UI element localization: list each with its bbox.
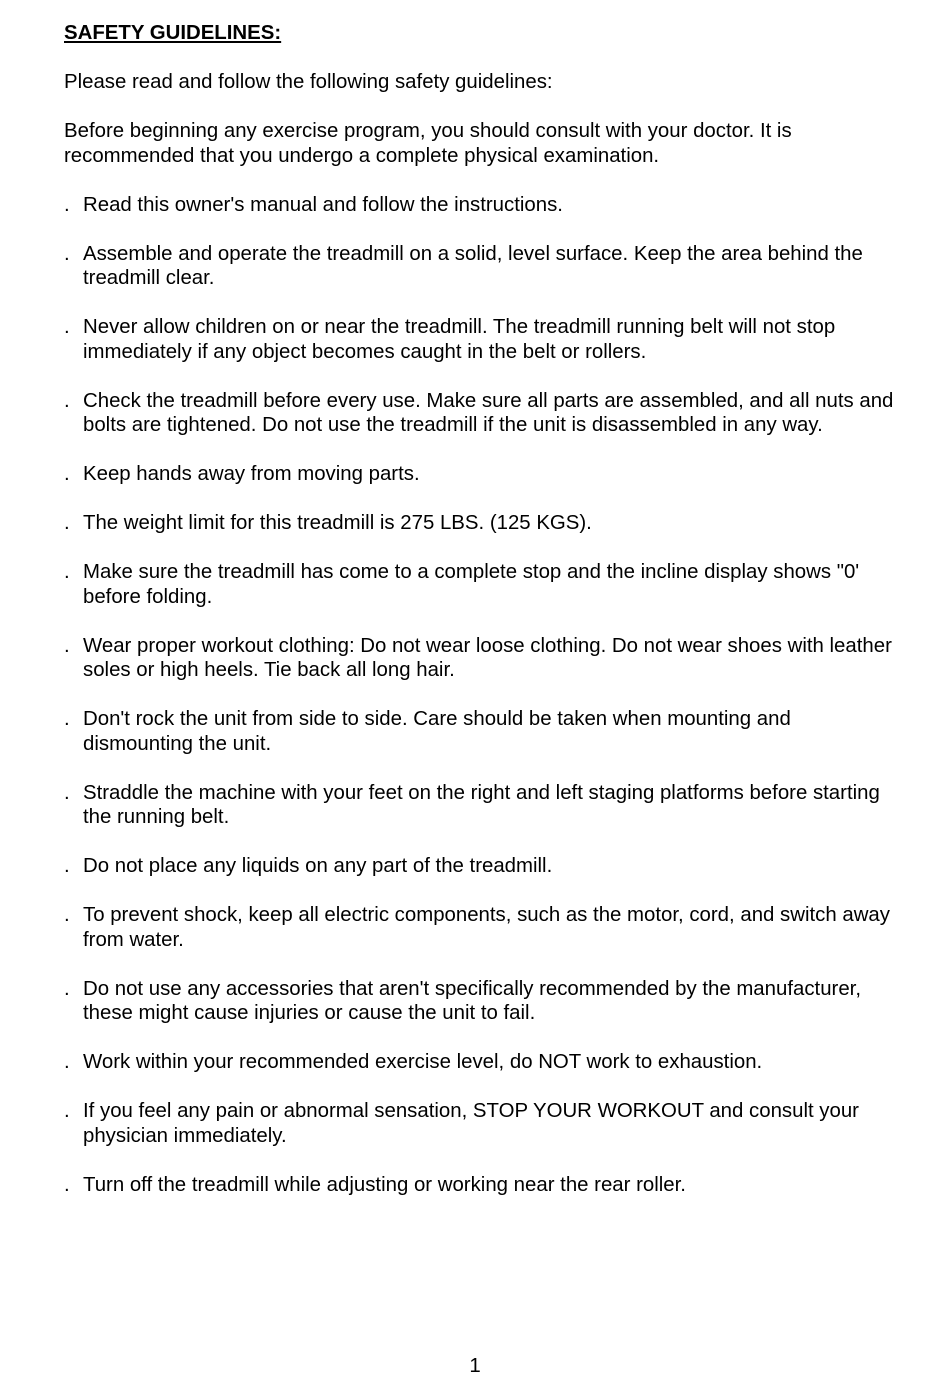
intro-paragraph: Please read and follow the following safety guidelines: (64, 71, 553, 93)
bullet-marker: . (64, 855, 70, 877)
guideline-item (64, 511, 894, 536)
guideline-text: Assemble and operate the treadmill on a solid, level surface. Keep the area behind the treadmill clear. (83, 242, 863, 289)
guideline-item (64, 1173, 894, 1198)
guideline-text: Keep hands away from moving parts. (83, 463, 420, 485)
guideline-item (64, 560, 894, 609)
guideline-item (64, 389, 894, 438)
page-content (64, 21, 894, 1222)
guideline-text: Make sure the treadmill has come to a complete stop and the incline display shows "0' before folding. (83, 561, 860, 608)
bullet-marker: . (64, 561, 70, 583)
guideline-item (64, 781, 894, 830)
page-number: 1 (469, 1355, 481, 1377)
guideline-item (64, 315, 894, 364)
bullet-marker: . (64, 977, 70, 1000)
bullet-marker: . (64, 904, 70, 926)
guideline-item (64, 634, 894, 683)
guideline-text: Do not place any liquids on any part of the treadmill. (83, 855, 553, 877)
page-title: SAFETY GUIDELINES: (64, 22, 282, 44)
guideline-text: To prevent shock, keep all electric components, such as the motor, cord, and switch away from water. (83, 904, 890, 951)
guideline-text: The weight limit for this treadmill is 275 LBS. (125 KGS). (83, 512, 592, 534)
guideline-text: Work within your recommended exercise level, do NOT work to exhaustion. (83, 1051, 763, 1073)
guideline-item (64, 1050, 894, 1075)
bullet-marker: . (64, 512, 70, 534)
guideline-text: If you feel any pain or abnormal sensation, STOP YOUR WORKOUT and consult your physician immediately. (83, 1100, 859, 1147)
guideline-item (64, 242, 894, 291)
bullet-marker: . (64, 1051, 70, 1073)
guideline-item (64, 193, 894, 218)
guideline-item (64, 854, 894, 879)
bullet-marker: . (64, 1173, 70, 1196)
bullet-marker: . (64, 193, 70, 216)
bullet-marker: . (64, 463, 70, 485)
guideline-item (64, 462, 894, 487)
guideline-item (64, 707, 894, 756)
guideline-text: Turn off the treadmill while adjusting or working near the rear roller. (83, 1173, 686, 1196)
guideline-item (64, 1099, 894, 1148)
guideline-item (64, 903, 894, 952)
bullet-marker: . (64, 316, 70, 338)
consult-doctor-paragraph: Before beginning any exercise program, you should consult with your doctor. It is recommended that you undergo a complete physical examination. (64, 120, 792, 167)
bullet-marker: . (64, 708, 70, 730)
guideline-text: Wear proper workout clothing: Do not wear loose clothing. Do not wear shoes with leather soles or high heels. Tie back all long hair. (83, 634, 892, 681)
bullet-marker: . (64, 1100, 70, 1122)
safety-guideline-list (64, 193, 894, 1198)
bullet-marker: . (64, 242, 70, 265)
guideline-text: Straddle the machine with your feet on the right and left staging platforms before starting the running belt. (83, 781, 880, 828)
guideline-text: Read this owner's manual and follow the instructions. (83, 193, 563, 216)
guideline-item (64, 977, 894, 1026)
guideline-text: Check the treadmill before every use. Make sure all parts are assembled, and all nuts and bolts are tightened. Do not use the treadmill if the unit is disassembled in any way. (83, 389, 894, 436)
bullet-marker: . (64, 634, 70, 657)
guideline-text: Do not use any accessories that aren't specifically recommended by the manufacturer, these might cause injuries or cause the unit to fail. (83, 977, 861, 1024)
bullet-marker: . (64, 781, 70, 804)
guideline-text: Don't rock the unit from side to side. Care should be taken when mounting and dismounting the unit. (83, 708, 791, 755)
bullet-marker: . (64, 389, 70, 412)
guideline-text: Never allow children on or near the treadmill. The treadmill running belt will not stop immediately if any object becomes caught in the belt or rollers. (83, 316, 836, 363)
